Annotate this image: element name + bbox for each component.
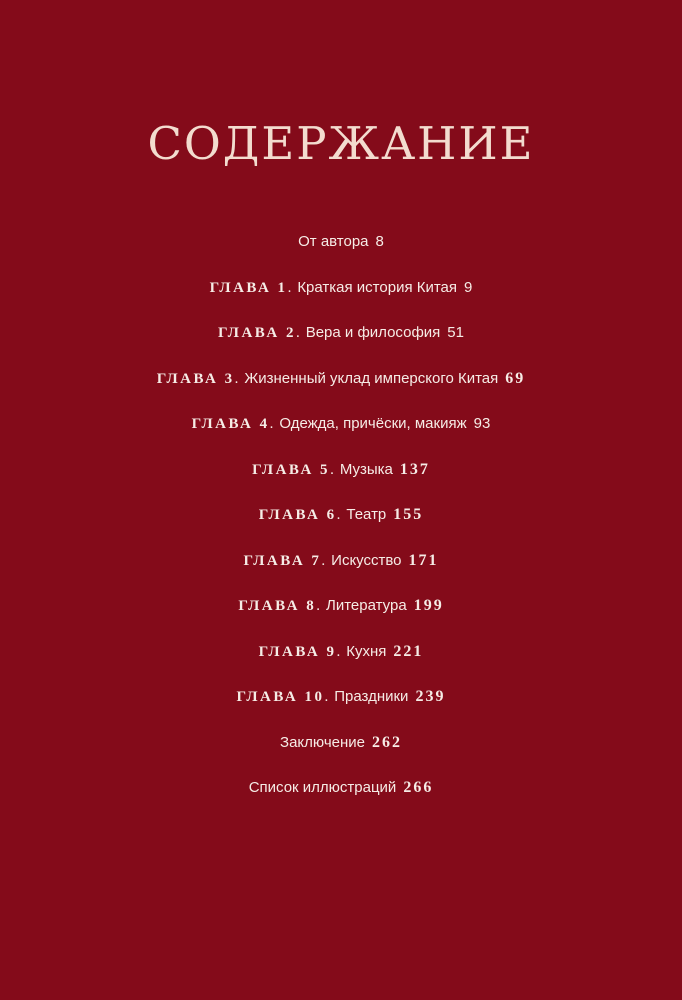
chapter-separator: .: [321, 552, 326, 569]
chapter-separator: .: [316, 598, 320, 614]
chapter-label: ГЛАВА 2: [218, 325, 296, 341]
chapter-separator: .: [287, 279, 292, 296]
page-number: 239: [415, 688, 446, 705]
entry-title: Театр: [346, 506, 387, 523]
toc-entry[interactable]: [0, 367, 682, 391]
toc-entry[interactable]: [0, 549, 682, 573]
page-number: 221: [393, 642, 424, 660]
chapter-label: ГЛАВА 8: [238, 598, 317, 614]
page-number: 199: [413, 597, 444, 614]
chapter-label: ГЛАВА 5: [252, 461, 331, 478]
toc-entry[interactable]: [0, 731, 682, 755]
chapter-label: ГЛАВА 10: [236, 689, 325, 705]
toc-entry[interactable]: [0, 230, 682, 254]
page-number: 93: [473, 415, 491, 432]
page-title: СОДЕРЖАНИЕ: [147, 117, 535, 170]
toc-entry[interactable]: [0, 412, 682, 436]
toc-entry[interactable]: [0, 276, 682, 300]
entry-title: От автора: [298, 233, 369, 250]
entry-title: Музыка: [339, 460, 393, 478]
entry-title: Жизненный уклад имперского Китая: [244, 369, 499, 387]
entry-title: Заключение: [280, 733, 365, 751]
page-number: 9: [464, 278, 473, 296]
page-number: 51: [447, 324, 464, 341]
chapter-label: ГЛАВА 3: [156, 370, 235, 387]
toc-entry[interactable]: [0, 321, 682, 345]
chapter-label: ГЛАВА 6: [258, 507, 337, 523]
page-number: 171: [408, 551, 439, 569]
page-number: 262: [371, 733, 402, 751]
chapter-separator: .: [324, 689, 329, 705]
toc-entry[interactable]: [0, 776, 682, 800]
chapter-label: ГЛАВА 1: [209, 279, 288, 296]
chapter-separator: .: [336, 507, 341, 523]
entry-title: Кухня: [346, 642, 387, 660]
chapter-label: ГЛАВА 4: [191, 416, 270, 432]
entry-title: Краткая история Китая: [297, 278, 458, 296]
entry-title: Праздники: [334, 688, 409, 705]
toc-entry[interactable]: [0, 458, 682, 482]
chapter-label: ГЛАВА 7: [243, 552, 322, 569]
chapter-separator: .: [269, 416, 274, 432]
entry-title: Одежда, причёски, макияж: [279, 415, 467, 432]
page-number: 8: [375, 233, 384, 250]
page-number: 266: [403, 779, 434, 796]
entry-title: Искусство: [331, 551, 402, 569]
entry-title: Список иллюстраций: [248, 779, 397, 796]
chapter-separator: .: [234, 370, 239, 387]
entry-title: Вера и философия: [305, 324, 441, 341]
toc-entry[interactable]: [0, 503, 682, 527]
entry-title: Литература: [326, 597, 407, 614]
toc-entry[interactable]: [0, 640, 682, 664]
toc-entry[interactable]: [0, 685, 682, 709]
chapter-label: ГЛАВА 9: [258, 643, 337, 660]
chapter-separator: .: [330, 461, 334, 478]
page-number: 137: [399, 460, 430, 478]
toc-entry[interactable]: [0, 594, 682, 618]
chapter-separator: .: [336, 643, 341, 660]
page-number: 69: [505, 369, 526, 387]
page-number: 155: [393, 506, 424, 523]
chapter-separator: .: [295, 325, 300, 341]
